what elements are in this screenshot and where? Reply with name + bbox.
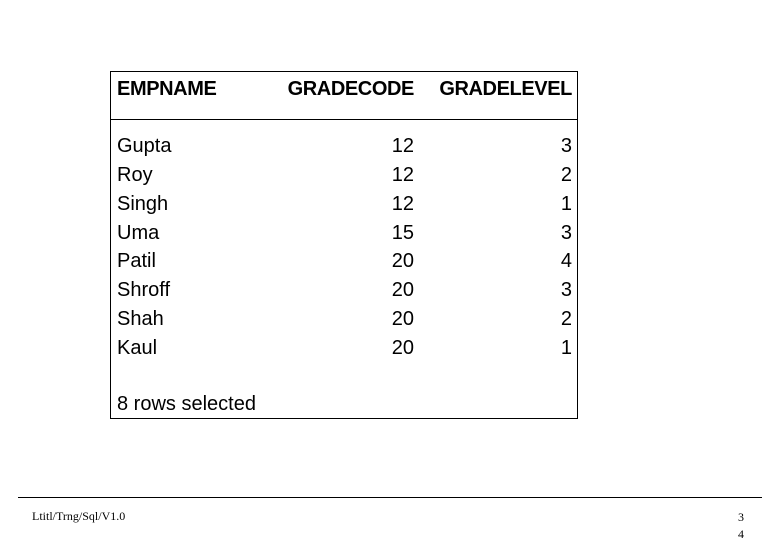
- page-number: 34: [738, 510, 744, 541]
- rows-selected-status: 8 rows selected: [117, 393, 256, 415]
- cell-gradecode: 12: [391, 135, 414, 157]
- cell-gradecode: 20: [391, 337, 414, 359]
- cell-gradelevel: 1: [560, 337, 572, 359]
- cell-gradelevel: 4: [560, 250, 572, 272]
- cell-gradecode: 20: [391, 250, 414, 272]
- cell-empname: Shah: [117, 308, 164, 330]
- cell-empname: Roy: [117, 164, 153, 186]
- cell-gradecode: 12: [391, 164, 414, 186]
- cell-gradelevel: 1: [560, 193, 572, 215]
- cell-empname: Kaul: [117, 337, 158, 359]
- cell-gradelevel: 3: [560, 222, 572, 244]
- cell-empname: Patil: [117, 250, 156, 272]
- cell-gradecode: 15: [391, 222, 414, 244]
- cell-gradecode: 20: [391, 279, 414, 301]
- cell-empname: Gupta: [117, 135, 172, 157]
- header-gradelevel: GRADELEVEL: [439, 78, 572, 100]
- cell-gradecode: 12: [391, 193, 414, 215]
- query-result-box: [110, 71, 578, 419]
- cell-empname: Singh: [117, 193, 169, 215]
- header-empname: EMPNAME: [117, 78, 217, 100]
- cell-gradelevel: 2: [560, 164, 572, 186]
- cell-empname: Shroff: [117, 279, 170, 301]
- header-separator: [111, 119, 577, 120]
- cell-empname: Uma: [117, 222, 160, 244]
- footer-divider: [18, 497, 762, 498]
- cell-gradelevel: 2: [560, 308, 572, 330]
- cell-gradelevel: 3: [560, 279, 572, 301]
- footer-document-id: Ltitl/Trng/Sql/V1.0: [32, 509, 126, 523]
- cell-gradecode: 20: [391, 308, 414, 330]
- header-gradecode: GRADECODE: [287, 78, 414, 100]
- cell-gradelevel: 3: [560, 135, 572, 157]
